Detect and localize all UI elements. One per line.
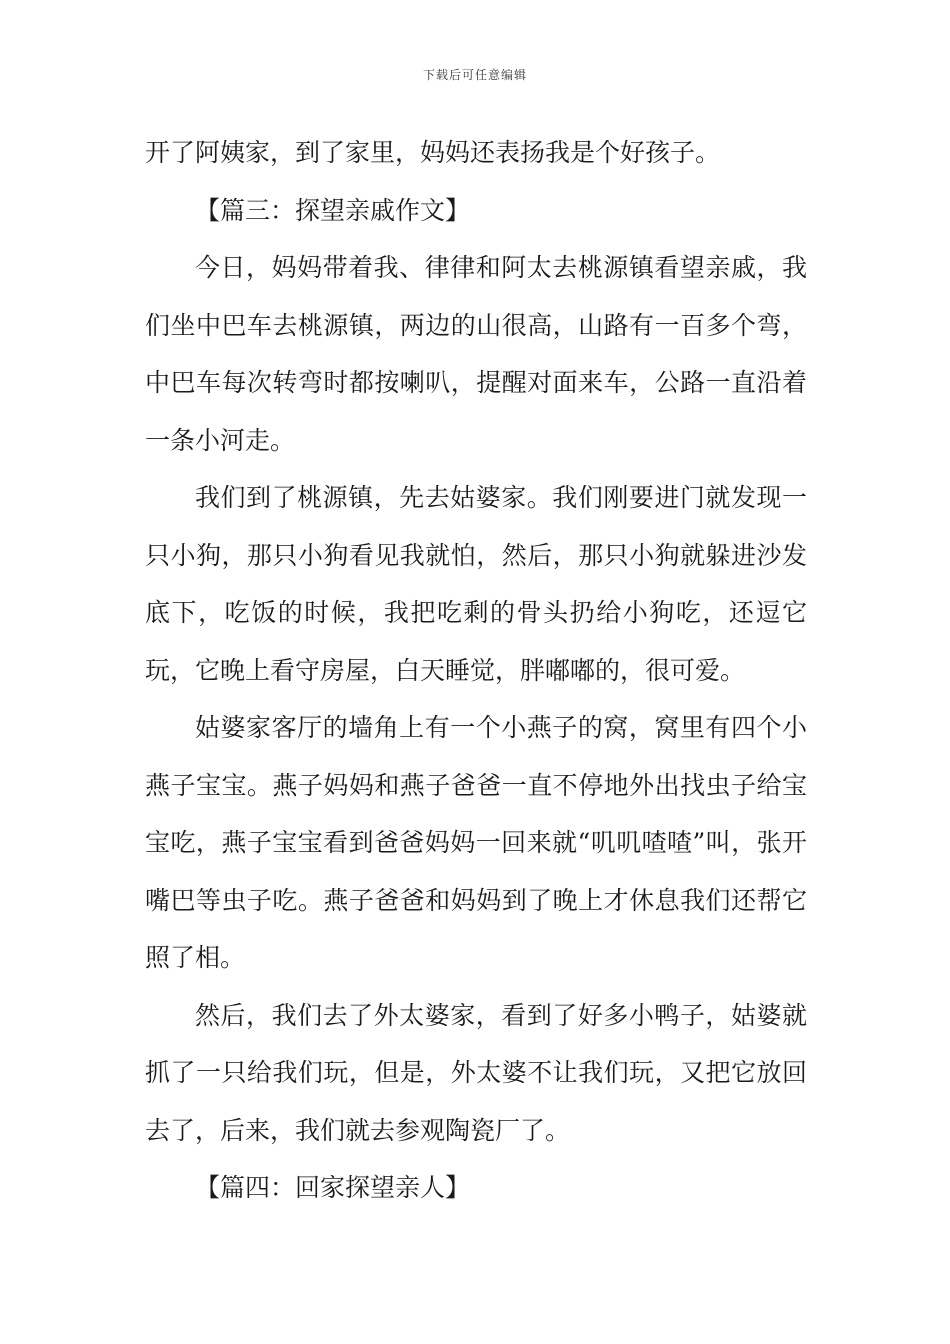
paragraph: 姑婆家客厅的墙角上有一个小燕子的窝，窝里有四个小燕子宝宝。燕子妈妈和燕子爸爸一直不停地外出找虫子给宝宝吃，燕子宝宝看到爸爸妈妈一回来就“叽叽喳喳”叫，张开嘴巴等虫子吃。燕子爸爸和妈妈到了晚上才休息我们还帮它照了相。 bbox=[145, 713, 807, 972]
section-heading-4: 【篇四：回家探望亲人】 bbox=[195, 1173, 471, 1202]
page-header-note: 下载后可任意编辑 bbox=[422, 68, 527, 82]
paragraph-continuation: 开了阿姨家，到了家里，妈妈还表扬我是个好孩子。 bbox=[145, 138, 721, 167]
paragraph: 然后，我们去了外太婆家，看到了好多小鸭子，姑婆就抓了一只给我们玩，但是，外太婆不让我们玩，又把它放回去了，后来，我们就去参观陶瓷厂了。 bbox=[145, 1000, 807, 1145]
paragraph: 我们到了桃源镇，先去姑婆家。我们刚要进门就发现一只小狗，那只小狗看见我就怕，然后，那只小狗就躲进沙发底下，吃饭的时候，我把吃剩的骨头扔给小狗吃，还逗它玩，它晚上看守房屋，白天睡觉，胖嘟嘟的，很可爱。 bbox=[145, 483, 807, 685]
paragraph: 今日，妈妈带着我、律律和阿太去桃源镇看望亲戚，我们坐中巴车去桃源镇，两边的山很高，山路有一百多个弯，中巴车每次转弯时都按喇叭，提醒对面来车，公路一直沿着一条小河走。 bbox=[145, 253, 807, 455]
document-body bbox=[145, 124, 807, 1217]
section-heading-3: 【篇三：探望亲戚作文】 bbox=[195, 195, 471, 225]
